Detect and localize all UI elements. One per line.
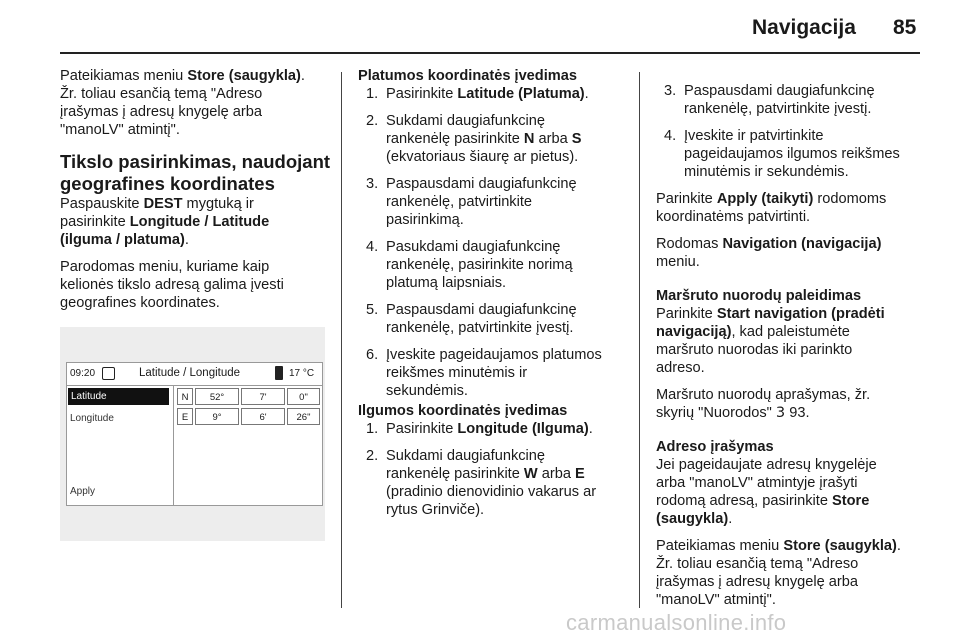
- screen-title: Latitude / Longitude: [139, 367, 241, 379]
- list-item: 2. Sukdami daugiafunkcinę rankenėlę pasirinkite W arba E (pradinio dienovidinio vakarus ar rytus Grinviče).: [366, 448, 597, 518]
- column-3: [656, 82, 936, 618]
- watermark: carmanualsonline.info: [566, 610, 787, 635]
- coord-hemisphere-n: N: [177, 388, 193, 405]
- store-address-paragraph: Jei pageidaujate adresų knygelėje arba "manoLV" atmintyje įrašyti rodomą adresą, pasirinkite Store (saugykla).: [656, 457, 877, 527]
- menu-paragraph: Parodomas meniu, kuriame kaip kelionės tikslo adresą galima įvesti geografines koordinates.: [60, 259, 284, 311]
- page-header-title: Navigacija: [752, 16, 856, 39]
- list-item: 5. Paspausdami daugiafunkcinę rankenėlę, patvirtinkite įvestį.: [366, 302, 577, 336]
- start-navigation-heading: Maršruto nuorodų paleidimas: [656, 288, 862, 304]
- list-item: 3. Paspausdami daugiafunkcinę rankenėlę, patvirtinkite pasirinkimą.: [366, 176, 577, 228]
- apply-paragraph: Parinkite Apply (taikyti) rodomoms koordinatėms patvirtinti.: [656, 191, 887, 225]
- longitude-heading: Ilgumos koordinatės įvedimas: [358, 403, 568, 419]
- column-2: [358, 67, 633, 528]
- latitude-heading: Platumos koordinatės įvedimas: [358, 68, 577, 84]
- thermometer-icon: [275, 366, 283, 380]
- list-item: 1. Pasirinkite Latitude (Platuma).: [366, 86, 589, 102]
- store-menu-paragraph: Pateikiamas meniu Store (saugykla). Žr. toliau esančią temą "Adreso įrašymas į adresų knygelę arba "manoLV" atmintį".: [656, 538, 901, 608]
- coord-hemisphere-e: E: [177, 408, 193, 425]
- store-address-heading: Adreso įrašymas: [656, 439, 774, 455]
- list-item: 4. Pasukdami daugiafunkcinę rankenėlę, pasirinkite norimą platumą laipsniais.: [366, 239, 573, 291]
- menu-item-latitude[interactable]: Latitude: [68, 388, 169, 405]
- guidance-reference-paragraph: Maršruto nuorodų aprašymas, žr. skyrių "Nuorodos" 3 93.: [656, 387, 871, 421]
- screen-status-bar: [67, 363, 322, 386]
- list-item: 3. Paspausdami daugiafunkcinę rankenėlę, patvirtinkite įvestį.: [664, 83, 875, 117]
- column-divider-2: [639, 72, 640, 608]
- screen-menu: [67, 386, 174, 505]
- coord-seconds[interactable]: 26": [287, 408, 320, 425]
- latitude-steps: [358, 85, 633, 400]
- dest-paragraph: Paspauskite DEST mygtuką ir pasirinkite Longitude / Latitude (ilguma / platuma).: [60, 196, 270, 248]
- coord-seconds[interactable]: 0": [287, 388, 320, 405]
- page-reference-icon: 3: [775, 404, 786, 421]
- coord-minutes[interactable]: 7': [241, 388, 285, 405]
- longitude-steps: [358, 420, 633, 519]
- screen-temperature: 17 °C: [289, 368, 315, 379]
- navigation-paragraph: Rodomas Navigation (navigacija) meniu.: [656, 236, 882, 270]
- menu-item-apply[interactable]: Apply: [70, 486, 96, 497]
- list-item: 4. Įveskite ir patvirtinkite pageidaujamos ilgumos reikšmes minutėmis ir sekundėmis.: [664, 128, 900, 180]
- list-item: 6. Įveskite pageidaujamos platumos reikšmes minutėmis ir sekundėmis.: [366, 347, 602, 399]
- latitude-longitude-screen: [66, 362, 323, 506]
- screen-time: 09:20: [70, 368, 96, 379]
- column-1: [60, 67, 335, 321]
- header-divider: [60, 52, 920, 54]
- start-navigation-paragraph: Parinkite Start navigation (pradėti navigaciją), kad paleistumėte maršruto nuorodas iki parinkto adreso.: [656, 306, 885, 376]
- coord-minutes[interactable]: 6': [241, 408, 285, 425]
- coord-degrees[interactable]: 52°: [195, 388, 239, 405]
- menu-item-longitude[interactable]: Longitude: [70, 413, 114, 424]
- page-number: 85: [893, 16, 917, 39]
- list-item: 1. Pasirinkite Longitude (Ilguma).: [366, 421, 593, 437]
- column-divider-1: [341, 72, 342, 608]
- back-icon: [102, 367, 115, 380]
- coord-degrees[interactable]: 9°: [195, 408, 239, 425]
- intro-paragraph: Pateikiamas meniu Store (saugykla). Žr. toliau esančią temą "Adreso įrašymas į adresų knygelę arba "manoLV" atmintį".: [60, 68, 305, 138]
- section-heading-coordinates: Tikslo pasirinkimas, naudojant geografines koordinates: [60, 151, 331, 194]
- longitude-steps-continued: [656, 82, 936, 181]
- list-item: 2. Sukdami daugiafunkcinę rankenėlę pasirinkite N arba S (ekvatoriaus šiaurę ar pietus).: [366, 113, 582, 165]
